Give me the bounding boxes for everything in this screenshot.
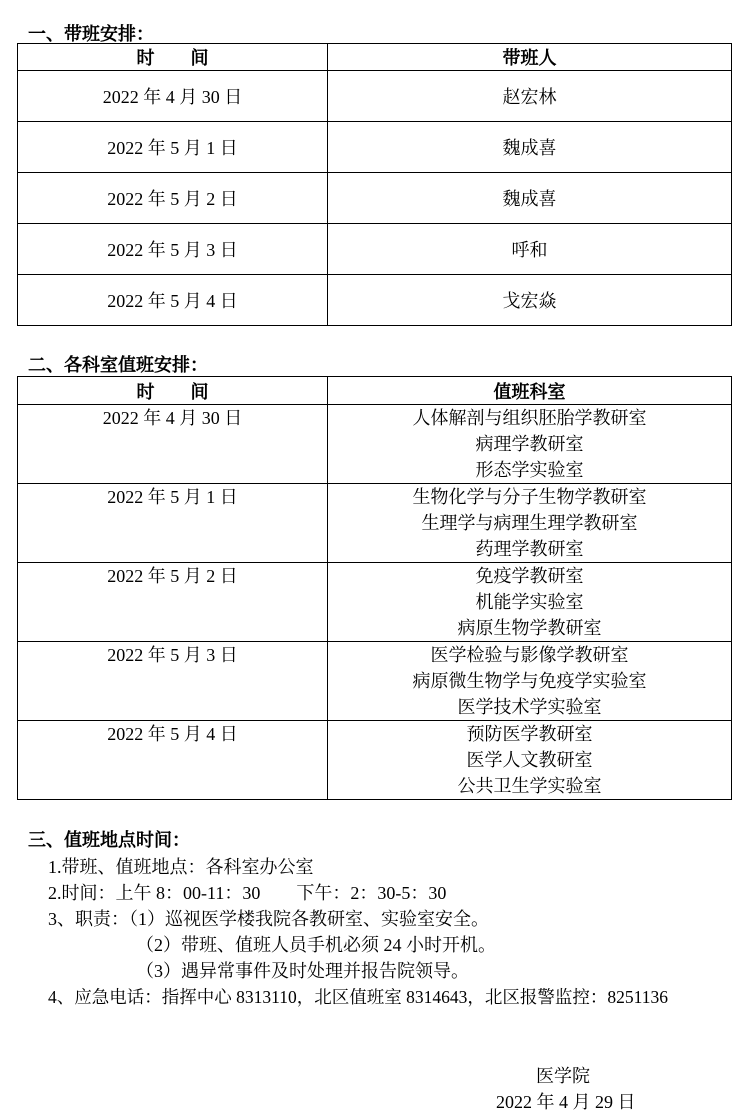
dept-duty-table	[17, 376, 732, 800]
dept-name: 生物化学与分子生物学教研室	[412, 487, 647, 507]
date-cell	[18, 642, 328, 721]
date-text: 2022 年 5 月 2 日	[107, 566, 238, 586]
dept-name: 预防医学教研室	[466, 724, 593, 744]
table-row	[18, 563, 732, 642]
section1-title: 一、带班安排：	[28, 24, 154, 44]
leader-cell: 赵宏林	[328, 71, 732, 122]
date-text: 2022 年 4 月 30 日	[102, 408, 243, 428]
dept-name: 病理学教研室	[475, 434, 584, 454]
dept-name: 人体解剖与组织胚胎学教研室	[412, 408, 647, 428]
date-cell: 2022 年 5 月 3 日	[18, 224, 328, 275]
emergency-phone-line: 4、应急电话：指挥中心 8313110，北区值班室 8314643，北区报警监控：8251136	[48, 987, 668, 1007]
dept-name: 药理学教研室	[475, 539, 584, 559]
time-header: 时 间	[18, 377, 328, 405]
dept-cell	[328, 563, 732, 642]
signature-date: 2022 年 4 月 29 日	[496, 1092, 636, 1112]
dept-name: 形态学实验室	[475, 460, 584, 480]
table-header-row	[18, 377, 732, 405]
dept-cell	[328, 484, 732, 563]
duty-line-3: （3）遇异常事件及时处理并报告院领导。	[136, 961, 469, 981]
date-cell	[18, 405, 328, 484]
table-row	[18, 721, 732, 800]
table-row	[18, 122, 732, 173]
table-row	[18, 275, 732, 326]
duty-line-1: 3、职责：（1）巡视医学楼我院各教研室、实验室安全。	[48, 909, 489, 929]
dept-name: 医学检验与影像学教研室	[430, 645, 629, 665]
section3-title: 三、值班地点时间：	[28, 830, 190, 850]
duty-leader-table	[17, 43, 732, 326]
dept-name: 公共卫生学实验室	[457, 776, 602, 796]
location-line: 1.带班、值班地点：各科室办公室	[48, 857, 314, 877]
date-text: 2022 年 5 月 1 日	[107, 487, 238, 507]
leader-cell: 呼和	[328, 224, 732, 275]
date-text: 2022 年 5 月 4 日	[107, 724, 238, 744]
date-cell: 2022 年 5 月 2 日	[18, 173, 328, 224]
date-cell	[18, 484, 328, 563]
table-row	[18, 405, 732, 484]
section2-title: 二、各科室值班安排：	[28, 355, 208, 375]
leader-cell: 魏成喜	[328, 173, 732, 224]
dept-cell	[328, 721, 732, 800]
dept-name: 病原微生物学与免疫学实验室	[412, 671, 647, 691]
time-header: 时 间	[18, 44, 328, 71]
date-cell: 2022 年 4 月 30 日	[18, 71, 328, 122]
dept-cell	[328, 405, 732, 484]
hours-line: 2.时间：上午 8：00-11：30 下午：2：30-5：30	[48, 883, 447, 903]
dept-name: 机能学实验室	[475, 592, 584, 612]
table-row	[18, 224, 732, 275]
dept-name: 生理学与病理生理学教研室	[421, 513, 638, 533]
dept-name: 医学技术学实验室	[457, 697, 602, 717]
duty-line-2: （2）带班、值班人员手机必须 24 小时开机。	[136, 935, 496, 955]
signature-org: 医学院	[536, 1066, 590, 1086]
leader-cell: 魏成喜	[328, 122, 732, 173]
table-row	[18, 484, 732, 563]
date-cell: 2022 年 5 月 1 日	[18, 122, 328, 173]
table-row	[18, 642, 732, 721]
leader-cell: 戈宏焱	[328, 275, 732, 326]
date-cell	[18, 721, 328, 800]
date-cell	[18, 563, 328, 642]
dept-header: 值班科室	[328, 377, 732, 405]
dept-name: 医学人文教研室	[466, 750, 593, 770]
table-header-row	[18, 44, 732, 71]
table-row	[18, 71, 732, 122]
date-text: 2022 年 5 月 3 日	[107, 645, 238, 665]
dept-name: 病原生物学教研室	[457, 618, 602, 638]
dept-name: 免疫学教研室	[475, 566, 584, 586]
dept-cell	[328, 642, 732, 721]
date-cell: 2022 年 5 月 4 日	[18, 275, 328, 326]
table-row	[18, 173, 732, 224]
leader-header: 带班人	[328, 44, 732, 71]
